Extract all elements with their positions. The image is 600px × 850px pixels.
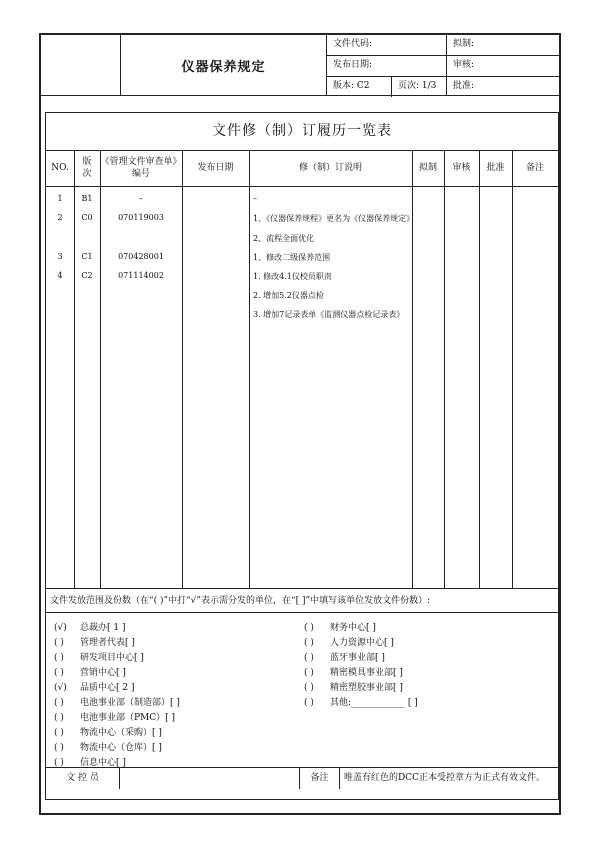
- dist-item: ( ) 研发项目中心[ ]: [54, 653, 144, 663]
- meta-col-2: [447, 35, 559, 95]
- drafted-label: 拟制:: [447, 35, 559, 56]
- page-label: 页次: 1/3: [398, 81, 437, 91]
- col-record-no: 《管理文件审查单》 编号: [100, 157, 182, 179]
- col-reviewed: 审核: [452, 163, 471, 173]
- dist-item: ( ) 电池事业部（制造部）[ ]: [54, 698, 180, 708]
- dist-item: ( ) 精密塑胶事业部[ ]: [304, 683, 403, 693]
- remarks-label: 备注: [300, 768, 340, 789]
- dist-item: ( ) 蓝牙事业部[ ]: [304, 653, 385, 663]
- dist-item: ( ) 财务中心[ ]: [304, 623, 376, 633]
- document-title: 仪器保养规定: [121, 35, 327, 95]
- col-no: NO.: [51, 163, 69, 173]
- doc-code-label: 文件代码:: [327, 35, 446, 56]
- version-page-row: [327, 77, 446, 97]
- row-no: 3: [57, 252, 63, 261]
- row-description: 1、修改二级保养范围: [253, 253, 331, 262]
- dist-item: ( ) 其他:____________ [ ]: [304, 698, 418, 708]
- row-description: 2. 增加5.2仪器点检: [253, 291, 324, 300]
- col-release-date: 发布日期: [197, 163, 234, 173]
- row-version: C1: [81, 252, 93, 261]
- row-version: B1: [81, 194, 93, 203]
- distribution-footer: [46, 767, 558, 800]
- dist-item: ( ) 信息中心[ ]: [54, 758, 126, 768]
- dist-item: ( ) 电池事业部（PMC）[ ]: [54, 713, 176, 723]
- row-description: 1. 修改4.1仪校员职责: [253, 272, 332, 281]
- row-description: 2、流程全面优化: [253, 234, 315, 243]
- revision-history-table: [45, 112, 559, 589]
- reviewed-label: 审核:: [447, 56, 559, 77]
- row-description: –: [253, 194, 257, 203]
- col-version: 版 次: [82, 157, 92, 179]
- distribution-section: [45, 588, 559, 800]
- controller-label: 文 控 员: [46, 768, 120, 789]
- dist-item: ( ) 人力资源中心[ ]: [304, 638, 394, 648]
- row-record-no: 070119003: [118, 213, 164, 222]
- col-drafted: 拟制: [418, 163, 437, 173]
- row-description: 3. 增加7记录表单《监测仪器点检记录表》: [253, 310, 405, 319]
- row-description: 1、《仪器保养规程》更名为《仪器保养规定》: [253, 214, 415, 223]
- dist-item: (√) 总裁办[ 1 ]: [54, 623, 126, 633]
- row-version: C0: [81, 213, 93, 222]
- revision-table-title: 文件修（制）订履历一览表: [46, 113, 558, 151]
- col-description: 修（制）订说明: [298, 163, 362, 173]
- dist-item: ( ) 营销中心[ ]: [54, 668, 126, 678]
- document-header: [41, 35, 559, 96]
- approved-label: 批准:: [453, 81, 475, 91]
- row-no: 1: [57, 194, 63, 203]
- distribution-heading: 文件发放范围及份数（在“( )”中打“√”表示需分发的单位，在“[ ]”中填写该单位发放文件份数）:: [46, 589, 558, 613]
- row-record-no: –: [139, 194, 143, 203]
- col-approved: 批准: [486, 163, 505, 173]
- dist-item: ( ) 物流中心（采购）[ ]: [54, 728, 162, 738]
- logo-cell: [41, 35, 121, 95]
- row-no: 2: [57, 213, 63, 222]
- dist-item: ( ) 管理者代表[ ]: [54, 638, 135, 648]
- controller-signature: [120, 768, 300, 789]
- row-version: C2: [81, 271, 93, 280]
- dist-item: ( ) 精密模具事业部[ ]: [304, 668, 403, 678]
- version-label: 版本: C2: [327, 77, 392, 97]
- dist-item: (√) 品质中心[ 2 ]: [54, 683, 135, 693]
- meta-col-1: [327, 35, 447, 95]
- remarks-text: 唯盖有红色的DCC正本受控章方为正式有效文件。: [344, 773, 545, 783]
- release-date-label: 发布日期:: [327, 56, 446, 77]
- dist-item: ( ) 物流中心（仓库）[ ]: [54, 743, 162, 753]
- row-record-no: 071114002: [118, 271, 164, 280]
- row-no: 4: [57, 271, 63, 280]
- col-remarks: 备注: [525, 163, 544, 173]
- document-page: [39, 33, 561, 815]
- row-record-no: 070428001: [118, 252, 164, 261]
